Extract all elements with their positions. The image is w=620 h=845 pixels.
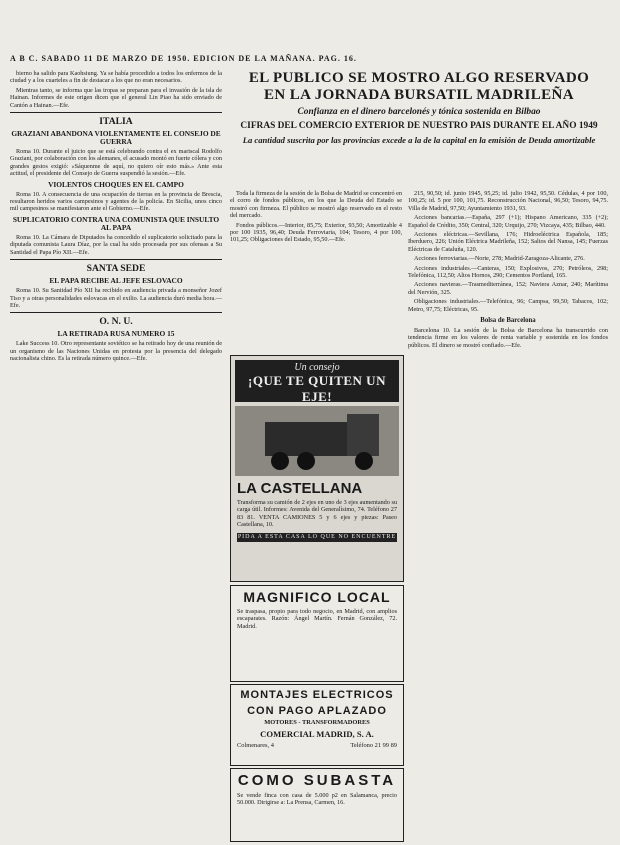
truck-ad-slogan: ¡QUE TE QUITEN UN EJE! (248, 373, 386, 404)
intro-paragraph: bierno ha salido para Kaohsiung. Ya se había procedido a todos los enfermos de la ciudad y a los cuarteles a fin de destacar a los que no eran necesarios. (10, 70, 222, 85)
page-masthead: A B C. SABADO 11 DE MARZO DE 1950. EDICION DE LA MAÑANA. PAG. 16. (10, 54, 357, 63)
article-barcelona: Barcelona 10. La sesión de la Bolsa de Barcelona ha transcurrido con tendencia firme en los valores de renta variable y sostenida en los fondos públicos. El dinero se mostró confiado.—Efe. (408, 326, 608, 349)
local-ad-text: Se traspasa, propio para todo negocio, en Madrid, con amplios escaparates. Razón: Ángel Martín. Fernán González, 72. Madrid. (237, 608, 397, 630)
headline-choques: VIOLENTOS CHOQUES EN EL CAMPO (48, 179, 184, 189)
truck-ad-text: Transforma su camión de 2 ejes en uno de 3 ejes aumentando su carga útil. Informes: Avenida del Generalísimo, 74. Teléfono 27 83 81. VENTA CAMIONES 5 y 6 ejes y piezas: Paseo Castellana, 10. (237, 499, 397, 529)
headline-graziani: GRAZIANI ABANDONA VIOLENTAMENTE EL CONSEJO DE GUERRA (11, 129, 221, 147)
headline-papa: EL PAPA RECIBE AL JEFE ESLOVACO (49, 276, 183, 286)
local-ad-title: MAGNIFICO LOCAL (243, 589, 391, 605)
local-advertisement (230, 585, 404, 682)
section-onu: O. N. U. (99, 316, 133, 328)
section-santa-sede: SANTA SEDE (86, 263, 146, 275)
main-subheadline: Confianza en el dinero barcelonés y tónica sostenida en Bilbao (297, 107, 541, 117)
acciones-ferroviarias: Acciones ferroviarias.—Norte, 278; Madrid-Zaragoza-Alicante, 276. (414, 255, 585, 263)
montajes-ad-contact (231, 742, 403, 749)
headline-suplicatorio: SUPLICATORIO CONTRA UNA COMUNISTA QUE INSULTO AL PAPA (12, 214, 220, 232)
acciones-electricas: Acciones eléctricas.—Sevillana, 176; Hidroeléctrica Española, 185; Iberduero, 226; Unión Eléctrica Madrileña, 152; Saltos del Nansa, 145; Fuerzas Eléctricas de Cataluña, 120. (408, 231, 608, 253)
main-headline-line1: EL PUBLICO SE MOSTRO ALGO RESERVADO (248, 70, 590, 86)
truck-wheel-icon (355, 452, 373, 470)
truck-illustration (235, 406, 399, 476)
truck-ad-brand: LA CASTELLANA (237, 480, 363, 497)
article-graziani: Roma 10. Durante el juicio que se está celebrando contra el ex mariscal Rodolfo Graziani, por colaboración con los alemanes, el acusado montó en fuerte cólera y con grandes gestos exigió: «Sáquenme de aquí, no quiero oír esto más.» Ante esta actitud, el presidente del Consejo de Guerra suspendió la sesión.—Efe. (10, 148, 222, 178)
section-italia: ITALIA (99, 116, 133, 128)
obligaciones-industriales: Obligaciones industriales.—Telefónica, 96; Campsa, 99,50; Tabacos, 102; Metro, 97,75; Eléctricas, 95. (408, 298, 608, 313)
subasta-ad-title: COMO SUBASTA (237, 772, 397, 789)
headline-onu: LA RETIRADA RUSA NUMERO 15 (57, 329, 175, 339)
acciones-bancarias: Acciones bancarias.—España, 297 (+1); Hispano Americano, 335 (+2); Español de Crédito, 350; Central, 320; Urquijo, 270; Vizcaya, 435; Bilbao, 440. (408, 214, 608, 229)
article-papa: Roma 10. Su Santidad Pío XII ha recibido en audiencia privada a monseñor Jozef Tiso y a otras personalidades eslovacas en el exilio. La audiencia duró media hora.—Efe. (10, 287, 222, 309)
main-headline-line2: EN LA JORNADA BURSATIL MADRILEÑA (263, 87, 575, 103)
divider (10, 259, 222, 260)
main-headline-block (230, 70, 608, 188)
middle-column (230, 190, 402, 350)
article-suplicatorio: Roma 10. La Cámara de Diputados ha concedido el suplicatorio solicitado para la diputada comunista Laura Díaz, por la cual ha sido procesada por sus ofensas a Su Santidad el Papa Pío XII.—Efe. (10, 233, 222, 256)
montajes-ad-company: COMERCIAL MADRID, S. A. (260, 729, 374, 739)
truck-advertisement (230, 355, 404, 582)
bolsa-article: Toda la firmeza de la sesión de la Bolsa de Madrid se concentró en el corro de fondos públicos, en los que la Deuda del Estado se mostró con firmeza. El público se mostró algo reservado en el resto del mercado. (230, 190, 402, 220)
right-column (408, 190, 608, 840)
montajes-ad-title: MONTAJES ELECTRICOS (240, 689, 394, 701)
tertiary-headline: La cantidad suscrita por las provincias excede a la de la capital en la emisión de Deuda amortizable (242, 135, 596, 145)
acciones-navieras: Acciones navieras.—Trasmediterránea, 152; Naviera Aznar, 240; Marítima del Nervión, 325. (408, 281, 608, 296)
montajes-ad-address: Colmenares, 4 (237, 742, 274, 749)
montajes-ad-subtitle: CON PAGO APLAZADO (247, 705, 387, 717)
article-choques: Roma 10. A consecuencia de una ocupación de tierras en la provincia de Brescia, resultaron heridos varios campesinos y agentes de la policía. En Sicilia, unos cinco mil campesinos se manifestaron ante el Gobierno.—Efe. (10, 190, 222, 213)
divider (10, 312, 222, 313)
article-onu: Lake Success 10. Otro representante soviético se ha retirado hoy de una reunión de un organismo de las Naciones Unidas en protesta por la presencia del delegado nacionalista chino. Es la retirada número quince.—Efe. (10, 340, 222, 363)
truck-wheel-icon (297, 452, 315, 470)
truck-cab-shape (347, 414, 379, 456)
truck-ad-tagline: Un consejo (294, 362, 340, 373)
bolsa-fondos: Fondos públicos.—Interior, 85,75; Exterior, 93,50; Amortizable 4 por 100 1935, 96,40; Deuda Ferroviaria, 104; Tesoro, 4 por 100, 101,25; Obligaciones del Estado, 95,50.—Efe. (230, 221, 402, 244)
acciones-industriales: Acciones industriales.—Canteras, 150; Explosivos, 270; Petróleos, 298; Telefónica, 112,50; Altos Hornos, 290; Cementos Portland, 165. (408, 264, 608, 280)
secondary-headline: CIFRAS DEL COMERCIO EXTERIOR DE NUESTRO PAIS DURANTE EL AÑO 1949 (240, 121, 598, 131)
montajes-ad-phone: Teléfono 21 99 89 (350, 742, 397, 749)
section-bolsa-barcelona: Bolsa de Barcelona (480, 317, 536, 325)
montajes-ad-products: MOTORES - TRANSFORMADORES (264, 719, 370, 726)
truck-wheel-icon (271, 452, 289, 470)
subasta-advertisement (230, 768, 404, 842)
left-column (10, 70, 222, 840)
subasta-ad-text: Se vende finca con casa de 5.000 p2 en Salamanca, precio 50.000. Dirigirse a: La Prensa, Carmen, 16. (237, 792, 397, 807)
divider (10, 112, 222, 113)
montajes-advertisement (230, 684, 404, 766)
cotizaciones-paragraph: 215, 90,50; id. junio 1945, 95,25; id. julio 1942, 95,50. Cédulas, 4 por 100, 100,25; id. 5 por 100, 101,75. Reconstrucción Nacional, 96,50; Tesoro, 94,75. Villa de Madrid, 97,50; Ayuntamiento 1931, 93. (408, 190, 608, 212)
truck-ad-footer: PIDA A ESTA CASA LO QUE NO ENCUENTRE (237, 533, 397, 540)
intro-paragraph-2: Mientras tanto, se informa que las tropas se preparan para el invasión de la isla de Hainan. Informes de este origen dicen que el general Lin Piao ha sido enviado de Cantón a Hainan.—Efe. (10, 86, 222, 109)
truck-ad-banner (235, 360, 399, 402)
